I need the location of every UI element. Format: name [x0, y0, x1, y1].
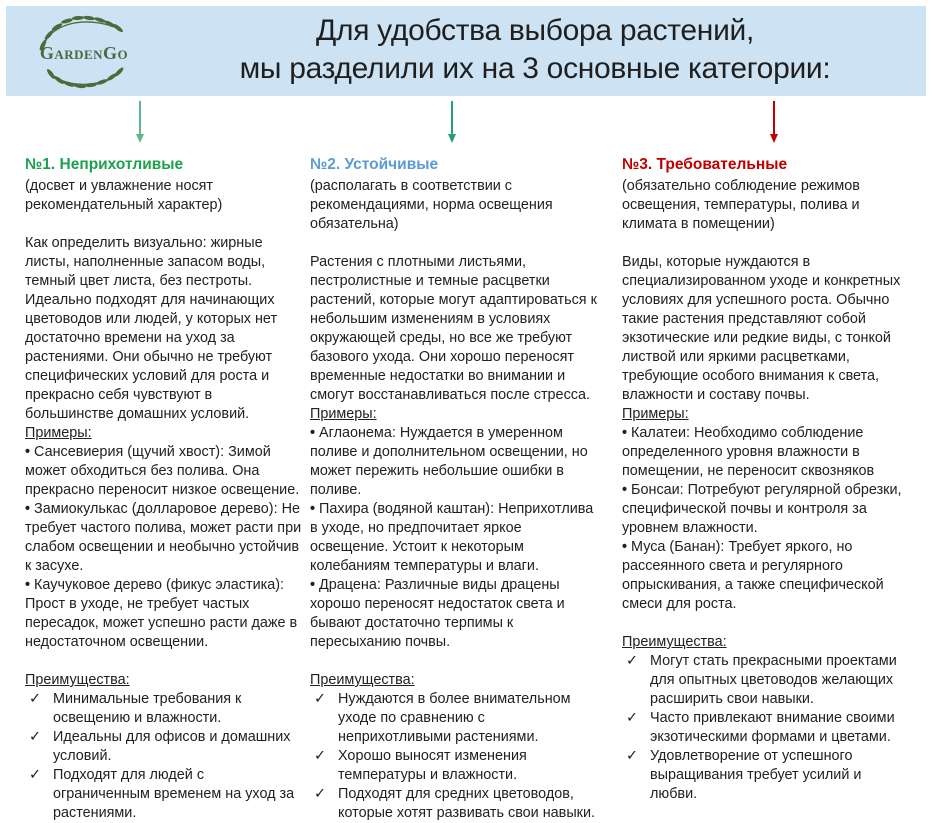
header-banner	[6, 6, 926, 96]
example-item: • Калатеи: Необходимо соблюдение определенного уровня влажности в помещении, не переносит сквозняков	[622, 425, 875, 479]
example-item: • Муса (Банан): Требует яркого, но рассеянного света и регулярного опрыскивания, а также специфической смеси для роста.	[622, 539, 884, 612]
check-icon: ✓	[626, 748, 639, 764]
advantages-list	[25, 690, 304, 823]
advantages-label: Преимущества:	[25, 672, 130, 688]
advantages-label: Преимущества:	[310, 672, 415, 688]
example-item: • Драцена: Различные виды драцены хорошо переносят недостаток света и бывают достаточно терпимы к пересыханию почвы.	[310, 577, 565, 650]
category-heading: №3. Требовательные	[622, 156, 788, 173]
category-description: Как определить визуально: жирные листы, наполненные запасом воды, темный цвет листа, без пестроты. Идеально подходят для начинающих цветоводов или людей, у которых нет достаточно времени на уход за растениями. Они обычно не требуют специфических условий для роста и прекрасно себя чувствуют в большинстве домашних условий.	[25, 235, 278, 422]
bullet-icon: •	[310, 425, 316, 441]
advantage-item: ✓ Идеальны для офисов и домашних условий.	[29, 729, 291, 764]
advantages-list	[622, 652, 911, 804]
bullet-icon: •	[25, 444, 31, 460]
advantage-item: ✓ Подходят для средних цветоводов, которые хотят развивать свои навыки.	[314, 786, 595, 821]
advantages-list	[310, 690, 601, 823]
bullet-icon: •	[310, 501, 316, 517]
down-arrow-category-1	[139, 101, 141, 138]
advantage-item: ✓ Удовлетворение от успешного выращивания требует усилий и любви.	[626, 748, 862, 802]
bullet-icon: •	[25, 501, 31, 517]
advantage-item: ✓ Нуждаются в более внимательном уходе по сравнению с неприхотливыми растениями.	[314, 691, 571, 745]
example-item: • Аглаонема: Нуждается в умеренном поливе и дополнительном освещении, но может пережить небольшие ошибки в поливе.	[310, 425, 588, 498]
bullet-icon: •	[622, 482, 628, 498]
page-title-line1: Для удобства выбора растений,	[315, 14, 755, 47]
advantage-item: ✓ Минимальные требования к освещению и влажности.	[29, 691, 242, 726]
logo-text: GardenGo	[39, 43, 129, 63]
examples-list	[622, 424, 911, 614]
advantage-item: ✓ Хорошо выносят изменения температуры и влажности.	[314, 748, 527, 783]
example-item: • Пахира (водяной каштан): Неприхотлива в уходе, но предпочитает яркое освещение. Устоит к некоторым колебаниям температуры и влаги.	[310, 501, 594, 574]
category-subtitle: (досвет и увлажнение носят рекомендательный характер)	[25, 178, 223, 213]
check-icon: ✓	[314, 691, 327, 707]
bullet-icon: •	[622, 425, 628, 441]
check-icon: ✓	[29, 767, 42, 783]
examples-label: Примеры:	[25, 425, 92, 441]
example-item: • Бонсаи: Потребуют регулярной обрезки, специфической почвы и контроля за уровнем влажности.	[622, 482, 902, 536]
gardengo-logo	[22, 8, 146, 94]
check-icon: ✓	[314, 748, 327, 764]
category-description: Растения с плотными листьями, пестролистные и темные расцветки растений, которые могут адаптироваться к небольшим изменениям в условиях окружающей среды, но все же требуют базового ухода. Они хорошо переносят временные недостатки во внимании и смогут восстанавливаться после стресса.	[310, 254, 597, 403]
advantage-item: ✓ Подходят для людей с ограниченным временем на уход за растениями.	[29, 767, 295, 821]
page-title	[156, 12, 914, 88]
page-title-line2: мы разделили их на 3 основные категории:	[239, 52, 831, 85]
check-icon: ✓	[29, 729, 42, 745]
category-heading: №1. Неприхотливые	[25, 156, 184, 173]
category-column-demanding	[622, 155, 911, 804]
advantage-item: ✓ Часто привлекают внимание своими экзотическими формами и цветами.	[626, 710, 895, 745]
advantage-item: ✓ Могут стать прекрасными проектами для опытных цветоводов желающих расширить свои навыки.	[626, 653, 897, 707]
down-arrow-category-2	[451, 101, 453, 138]
down-arrow-category-3	[773, 101, 775, 138]
advantages-label: Преимущества:	[622, 634, 727, 650]
check-icon: ✓	[29, 691, 42, 707]
bullet-icon: •	[310, 577, 316, 593]
category-column-unpretentious	[25, 155, 304, 823]
bullet-icon: •	[622, 539, 628, 555]
category-description: Виды, которые нуждаются в специализированном уходе и конкретных условиях для успешного роста. Обычно такие растения представляют собой экзотические или редкие виды, с тонкой листвой или яркими расцветками, требующие особого внимания к света, влажности и составу почвы.	[622, 254, 901, 403]
examples-label: Примеры:	[622, 406, 689, 422]
category-subtitle: (располагать в соответствии с рекомендациями, норма освещения обязательна)	[310, 178, 553, 232]
category-heading: №2. Устойчивые	[310, 156, 439, 173]
category-column-resilient	[310, 155, 601, 823]
example-item: • Сансевиерия (щучий хвост): Зимой может обходиться без полива. Она прекрасно переносит низкое освещение.	[25, 444, 300, 498]
check-icon: ✓	[626, 710, 639, 726]
examples-label: Примеры:	[310, 406, 377, 422]
category-subtitle: (обязательно соблюдение режимов освещения, температуры, полива и климата в помещении)	[622, 178, 860, 232]
examples-list	[310, 424, 601, 652]
example-item: • Замиокулькас (долларовое дерево): Не требует частого полива, может расти при слабом освещении и необычно устойчив к засухе.	[25, 501, 302, 574]
example-item: • Каучуковое дерево (фикус эластика): Прост в уходе, не требует частых пересадок, может успешно расти даже в недостаточном освещении.	[25, 577, 298, 650]
check-icon: ✓	[626, 653, 639, 669]
examples-list	[25, 443, 304, 652]
check-icon: ✓	[314, 786, 327, 802]
bullet-icon: •	[25, 577, 31, 593]
